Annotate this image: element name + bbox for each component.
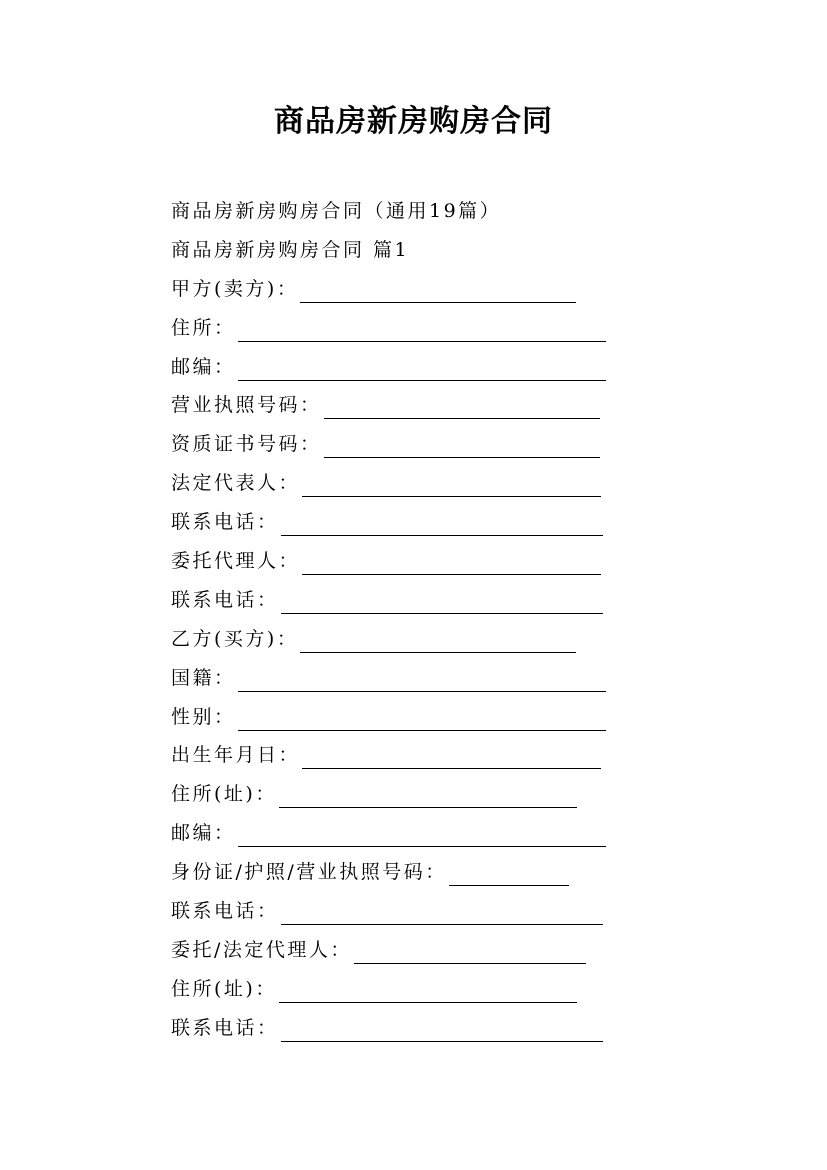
- fill-in-blank: [279, 785, 577, 808]
- form-line-seller-agent-phone: [171, 581, 631, 620]
- fill-in-blank: [238, 319, 606, 342]
- fill-in-blank: [300, 280, 576, 303]
- form-line-legal-representative: [171, 464, 631, 503]
- field-label: 联系电话：: [171, 1016, 279, 1039]
- form-line-seller-agent: [171, 542, 631, 581]
- fill-in-blank: [449, 863, 569, 886]
- line-text: 商品房新房购房合同 篇1: [171, 238, 410, 261]
- field-label: 出生年月日：: [171, 744, 301, 767]
- field-label: 资质证书号码：: [171, 433, 322, 456]
- form-line-buyer-phone: [171, 892, 631, 931]
- field-label: 联系电话：: [171, 900, 279, 923]
- form-line-buyer-agent: [171, 931, 631, 970]
- field-label: 身份证/护照/营业执照号码：: [171, 861, 447, 884]
- form-line-agent-phone: [171, 1009, 631, 1048]
- form-line-seller-postcode: [171, 348, 631, 387]
- fill-in-blank: [302, 746, 601, 769]
- line-text: 商品房新房购房合同（通用19篇）: [171, 200, 502, 222]
- field-label: 乙方(买方)：: [171, 627, 299, 650]
- fill-in-blank: [302, 552, 601, 575]
- field-label: 营业执照号码：: [171, 394, 322, 417]
- document-subtitle: [171, 192, 631, 231]
- form-line-qualification-cert: [171, 425, 631, 464]
- field-label: 委托代理人：: [171, 550, 301, 573]
- form-line-agent-address: [171, 970, 631, 1009]
- fill-in-blank: [281, 1019, 603, 1042]
- form-line-seller: [171, 270, 631, 309]
- field-label: 性别：: [171, 705, 236, 728]
- fill-in-blank: [302, 474, 601, 497]
- field-label: 邮编：: [171, 822, 236, 845]
- fill-in-blank: [281, 591, 603, 614]
- field-label: 法定代表人：: [171, 472, 301, 495]
- form-line-nationality: [171, 659, 631, 698]
- document-title: 商品房新房购房合同: [274, 104, 553, 139]
- fill-in-blank: [281, 513, 603, 536]
- form-line-birthdate: [171, 736, 631, 775]
- fill-in-blank: [354, 941, 586, 964]
- field-label: 住所(址)：: [171, 977, 277, 1000]
- form-line-business-license: [171, 386, 631, 425]
- field-label: 国籍：: [171, 666, 236, 689]
- fill-in-blank: [238, 358, 606, 381]
- form-line-seller-phone: [171, 503, 631, 542]
- field-label: 住所(址)：: [171, 783, 277, 806]
- fill-in-blank: [238, 824, 606, 847]
- form-line-id-number: [171, 853, 631, 892]
- form-line-buyer: [171, 620, 631, 659]
- field-label: 联系电话：: [171, 511, 279, 534]
- field-label: 甲方(卖方)：: [171, 277, 299, 300]
- document-body: [171, 192, 631, 1048]
- form-line-seller-address: [171, 309, 631, 348]
- fill-in-blank: [300, 630, 576, 653]
- fill-in-blank: [281, 902, 603, 925]
- fill-in-blank: [324, 396, 600, 419]
- field-label: 委托/法定代理人：: [171, 938, 352, 961]
- fill-in-blank: [279, 980, 577, 1003]
- section-heading: [171, 231, 631, 270]
- form-line-gender: [171, 698, 631, 737]
- field-label: 邮编：: [171, 355, 236, 378]
- fill-in-blank: [238, 708, 606, 731]
- field-label: 联系电话：: [171, 588, 279, 611]
- field-label: 住所：: [171, 316, 236, 339]
- fill-in-blank: [238, 669, 606, 692]
- form-line-buyer-postcode: [171, 814, 631, 853]
- fill-in-blank: [324, 435, 600, 458]
- form-line-buyer-address: [171, 775, 631, 814]
